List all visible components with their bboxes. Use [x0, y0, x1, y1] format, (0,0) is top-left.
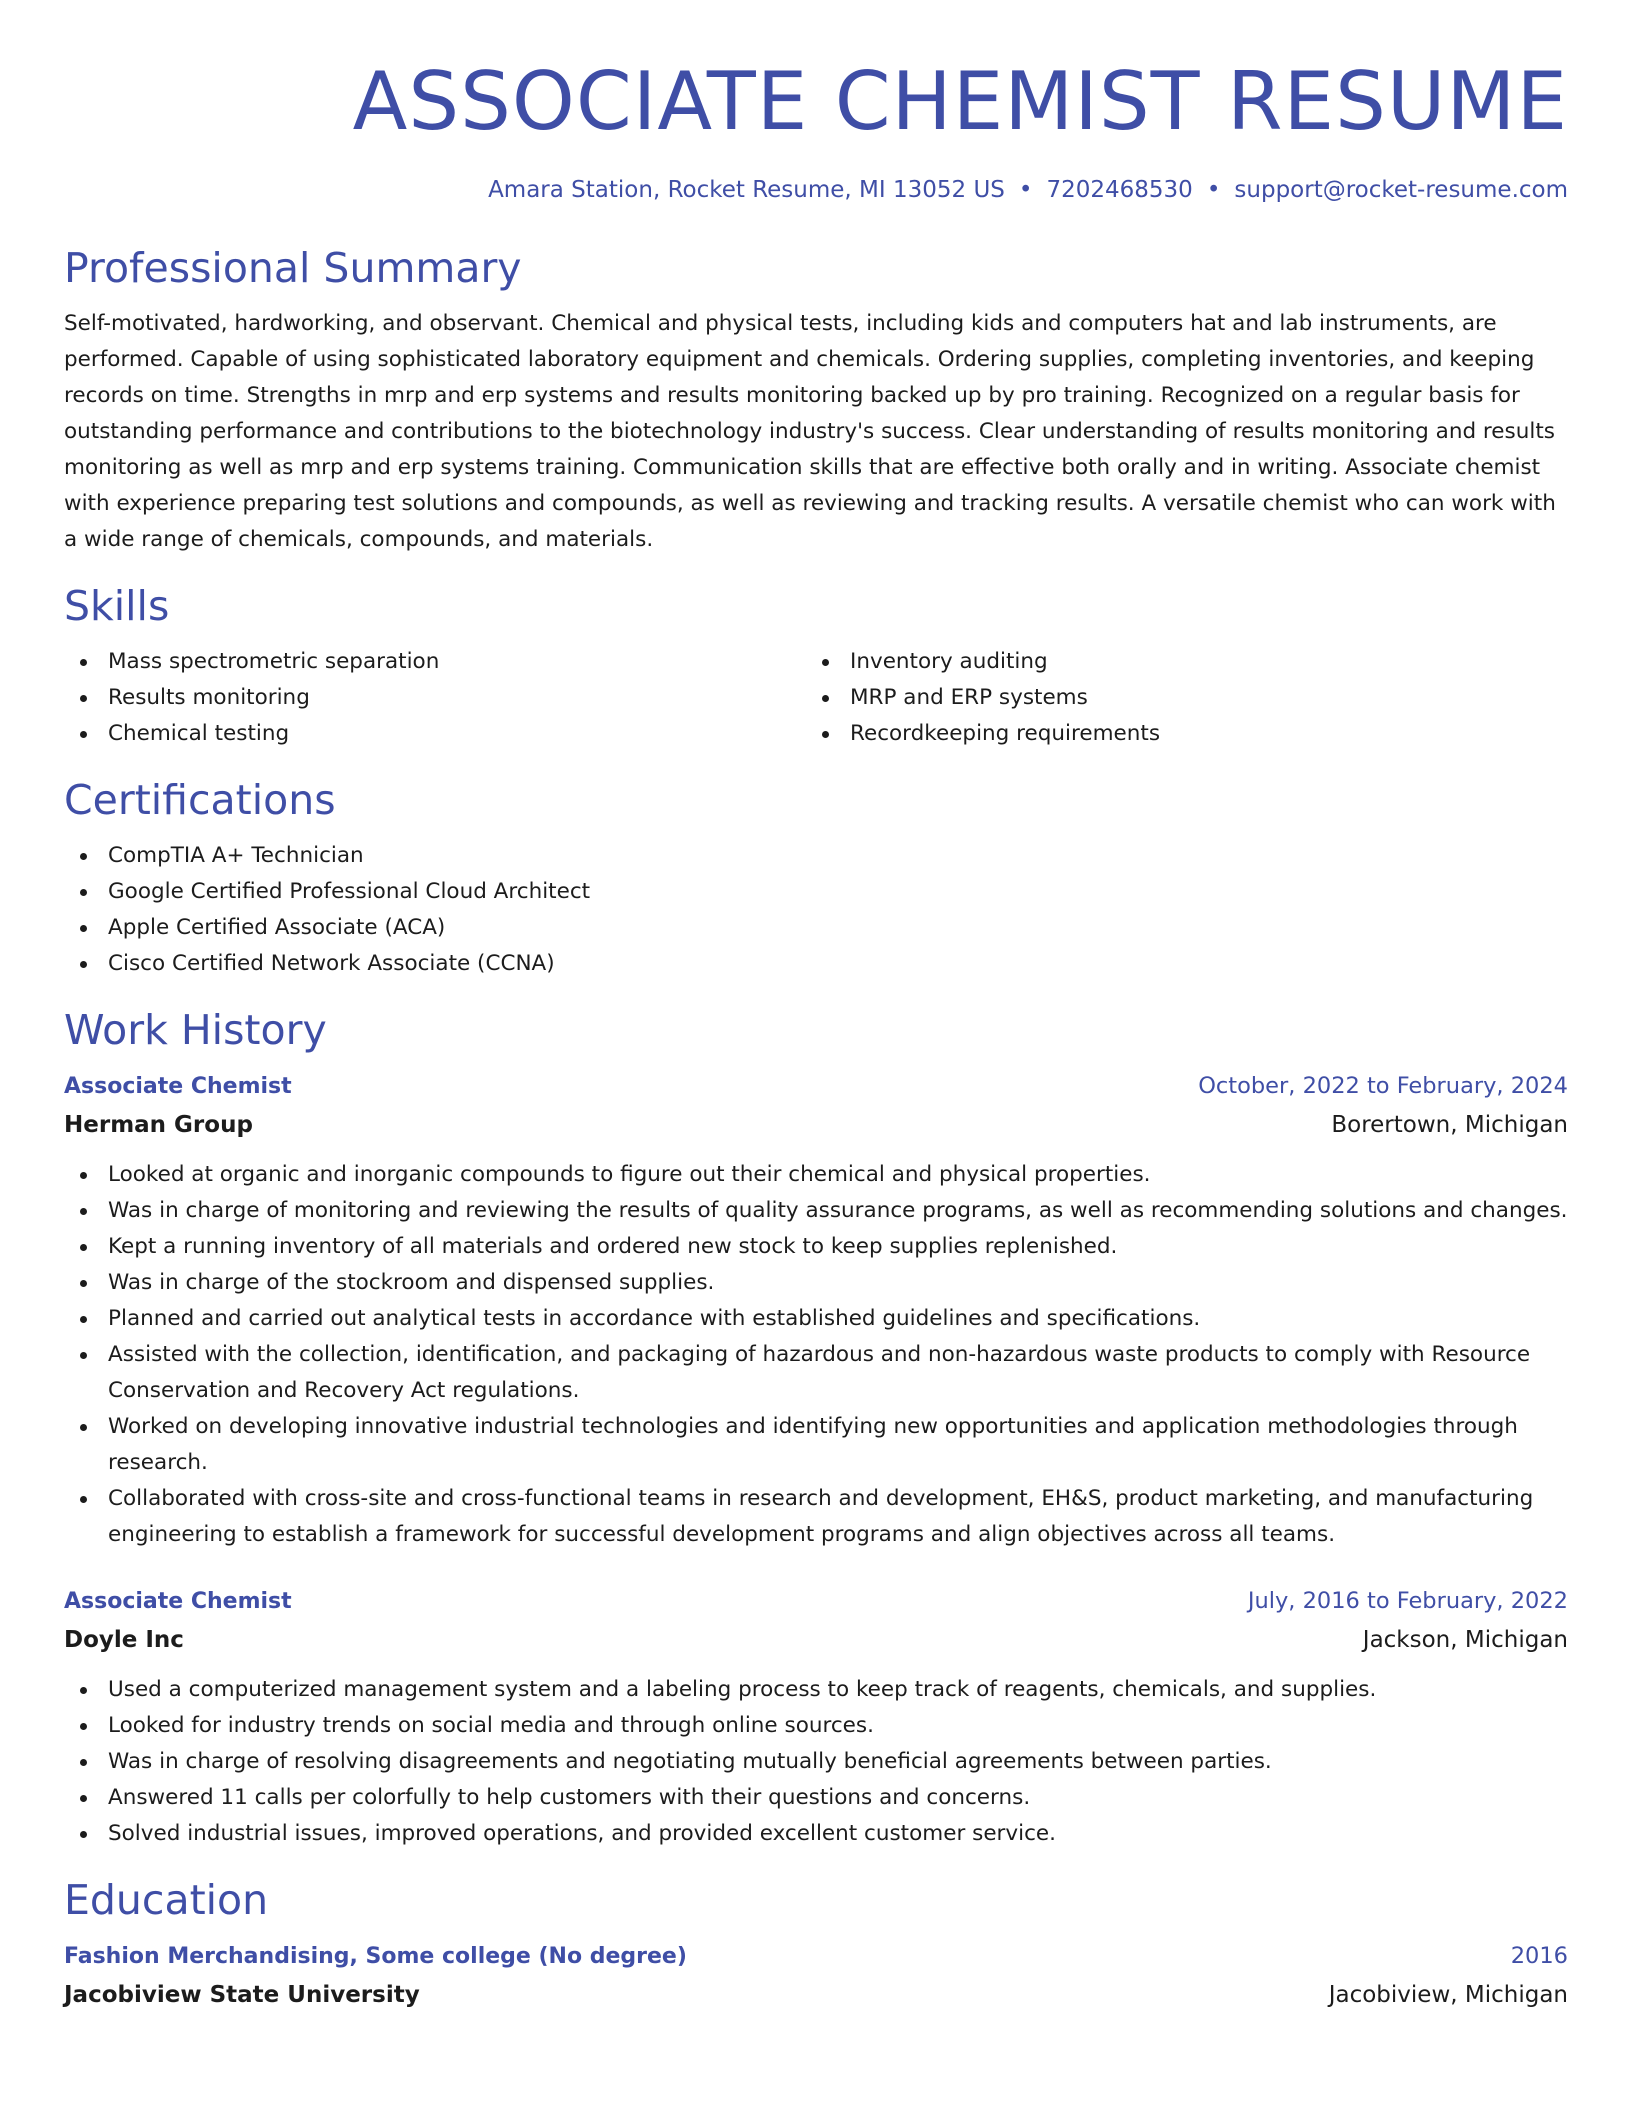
- contact-line: [64, 174, 1568, 206]
- job-bullets: [64, 1672, 1568, 1852]
- contact-phone: 7202468530: [1046, 177, 1193, 203]
- skills-grid: [64, 644, 1568, 752]
- resume-title: ASSOCIATE CHEMIST RESUME: [352, 55, 1568, 148]
- job-entry: [64, 1583, 1568, 1852]
- skill-item: Chemical testing: [64, 716, 806, 752]
- work-history-heading: Work History: [64, 1006, 327, 1054]
- job-title-row: [64, 1068, 1568, 1105]
- job-bullet: Worked on developing innovative industrial technologies and identifying new opportunities and application methodologies through research.: [64, 1409, 1568, 1481]
- job-bullet: Collaborated with cross-site and cross-functional teams in research and development, EH&S, product marketing, and manufacturing engineering to establish a framework for successful development programs and align objectives across all teams.: [64, 1481, 1568, 1553]
- contact-separator: •: [1206, 177, 1221, 203]
- job-bullet: Was in charge of the stockroom and dispensed supplies.: [64, 1265, 1568, 1301]
- certification-item: Cisco Certified Network Associate (CCNA): [64, 946, 1568, 982]
- job-bullet: Looked for industry trends on social media and through online sources.: [64, 1708, 1568, 1744]
- education-year: 2016: [1510, 1943, 1568, 1969]
- summary-text: Self-motivated, hardworking, and observant. Chemical and physical tests, including kids and computers hat and lab instruments, are performed. Capable of using sophisticated laboratory equipment and chemicals. Ordering supplies, completing inventories, and keeping records on time. Strengths in mrp and erp systems and results monitoring backed up by pro training. Recognized on a regular basis for outstanding performance and contributions to the biotechnology industry's success. Clear understanding of results monitoring and results monitoring as well as mrp and erp systems training. Communication skills that are effective both orally and in writing. Associate chemist with experience preparing test solutions and compounds, as well as reviewing and tracking results. A versatile chemist who can work with a wide range of chemicals, compounds, and materials.: [64, 311, 1556, 552]
- job-dates: October, 2022 to February, 2024: [1198, 1073, 1568, 1099]
- job-bullet: Used a computerized management system and a labeling process to keep track of reagents, chemicals, and supplies.: [64, 1672, 1568, 1708]
- work-history-section: [64, 1004, 1568, 1852]
- job-entry: [64, 1068, 1568, 1553]
- education-entry: [64, 1938, 1568, 2015]
- skill-item: Inventory auditing: [806, 644, 1548, 680]
- job-bullet: Assisted with the collection, identification, and packaging of hazardous and non-hazardous waste products to comply with Resource Conservation and Recovery Act regulations.: [64, 1337, 1568, 1409]
- skill-item: MRP and ERP systems: [806, 680, 1548, 716]
- skills-list-left: [64, 644, 806, 752]
- education-location: Jacobiview, Michigan: [1328, 1982, 1568, 2008]
- education-degree-row: [64, 1938, 1568, 1975]
- job-bullets: [64, 1157, 1568, 1553]
- job-location: Borertown, Michigan: [1331, 1112, 1568, 1138]
- certifications-heading: Certifications: [64, 776, 336, 824]
- job-title: Associate Chemist: [64, 1074, 292, 1099]
- contact-email: support@rocket-resume.com: [1234, 177, 1568, 203]
- certifications-section: [64, 774, 1568, 982]
- contact-separator: •: [1018, 177, 1033, 203]
- job-company-row: [64, 1620, 1568, 1660]
- summary-section: [64, 242, 1568, 558]
- certification-item: Apple Certified Associate (ACA): [64, 910, 1568, 946]
- certification-item: Google Certified Professional Cloud Architect: [64, 874, 1568, 910]
- job-title-row: [64, 1583, 1568, 1620]
- skill-item: Recordkeeping requirements: [806, 716, 1548, 752]
- education-degree: Fashion Merchandising, Some college (No degree): [64, 1944, 687, 1969]
- education-school: Jacobiview State University: [64, 1982, 420, 2008]
- skill-item: Results monitoring: [64, 680, 806, 716]
- job-bullet: Answered 11 calls per colorfully to help customers with their questions and concerns.: [64, 1780, 1568, 1816]
- education-school-row: [64, 1975, 1568, 2015]
- job-bullet: Kept a running inventory of all materials and ordered new stock to keep supplies replenished.: [64, 1229, 1568, 1265]
- certifications-list: [64, 838, 1568, 982]
- job-bullet: Was in charge of monitoring and reviewing the results of quality assurance programs, as well as recommending solutions and changes.: [64, 1193, 1568, 1229]
- resume-page: [64, 52, 1568, 2015]
- job-bullet: Solved industrial issues, improved operations, and provided excellent customer service.: [64, 1816, 1568, 1852]
- job-title: Associate Chemist: [64, 1589, 292, 1614]
- job-bullet: Was in charge of resolving disagreements and negotiating mutually beneficial agreements between parties.: [64, 1744, 1568, 1780]
- education-section: [64, 1874, 1568, 2015]
- skills-section: [64, 580, 1568, 752]
- job-dates: July, 2016 to February, 2022: [1247, 1588, 1568, 1614]
- summary-heading: Professional Summary: [64, 244, 522, 292]
- contact-address: Amara Station, Rocket Resume, MI 13052 US: [488, 177, 1005, 203]
- education-heading: Education: [64, 1876, 269, 1924]
- job-company: Herman Group: [64, 1112, 253, 1138]
- job-bullet: Planned and carried out analytical tests in accordance with established guidelines and specifications.: [64, 1301, 1568, 1337]
- skills-heading: Skills: [64, 582, 170, 630]
- skill-item: Mass spectrometric separation: [64, 644, 806, 680]
- certification-item: CompTIA A+ Technician: [64, 838, 1568, 874]
- job-bullet: Looked at organic and inorganic compounds to figure out their chemical and physical properties.: [64, 1157, 1568, 1193]
- skills-list-right: [806, 644, 1548, 752]
- job-company: Doyle Inc: [64, 1627, 184, 1653]
- job-company-row: [64, 1105, 1568, 1145]
- job-location: Jackson, Michigan: [1362, 1627, 1568, 1653]
